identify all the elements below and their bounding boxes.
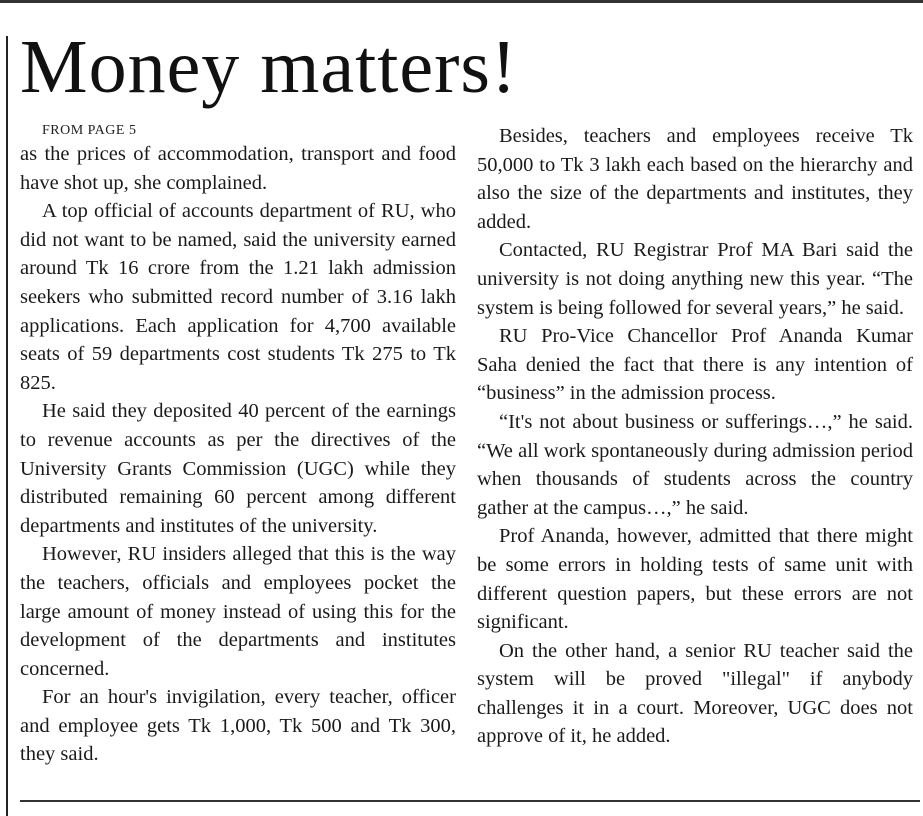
- left-column: [20, 122, 456, 769]
- paragraph: For an hour's invigilation, every teacher, officer and employee gets Tk 1,000, Tk 500 and Tk 300, they said.: [20, 686, 456, 766]
- paragraph: Contacted, RU Registrar Prof MA Bari said the university is not doing anything new this year. “The system is being followed for several years,” he said.: [477, 239, 913, 319]
- paragraph: “It's not about business or sufferings…,” he said. “We all work spontaneously during admission period when thousands of students across the country gather at the campus…,” he said.: [477, 410, 913, 519]
- left-column-rule: [6, 36, 8, 816]
- paragraph: He said they deposited 40 percent of the earnings to revenue accounts as per the directives of the University Grants Commission (UGC) while they distributed remaining 60 percent among different departments and institutes of the university.: [20, 400, 456, 537]
- jump-line: FROM PAGE 5: [42, 123, 137, 138]
- right-column: [477, 122, 913, 751]
- paragraph: Prof Ananda, however, admitted that there might be some errors in holding tests of same unit with different question papers, but these errors are not significant.: [477, 525, 913, 634]
- top-rule: [0, 0, 923, 3]
- headline: Money matters!: [20, 25, 518, 109]
- paragraph: as the prices of accommodation, transport and food have shot up, she complained.: [20, 143, 456, 194]
- paragraph: On the other hand, a senior RU teacher said the system will be proved "illegal" if anybody challenges it in a court. Moreover, UGC does not approve of it, he added.: [477, 639, 913, 748]
- paragraph: However, RU insiders alleged that this is the way the teachers, officials and employees pocket the large amount of money instead of using this for the development of the departments and institutes concerned.: [20, 543, 456, 680]
- bottom-rule: [20, 800, 920, 802]
- paragraph: Besides, teachers and employees receive Tk 50,000 to Tk 3 lakh each based on the hierarchy and also the size of the departments and institutes, they added.: [477, 125, 913, 233]
- paragraph: RU Pro-Vice Chancellor Prof Ananda Kumar Saha denied the fact that there is any intention of “business” in the admission process.: [477, 325, 913, 405]
- paragraph: A top official of accounts department of RU, who did not want to be named, said the university earned around Tk 16 crore from the 1.21 lakh admission seekers who submitted record number of 3.16 lakh applications. Each application for 4,700 available seats of 59 departments cost students Tk 275 to Tk 825.: [20, 200, 456, 394]
